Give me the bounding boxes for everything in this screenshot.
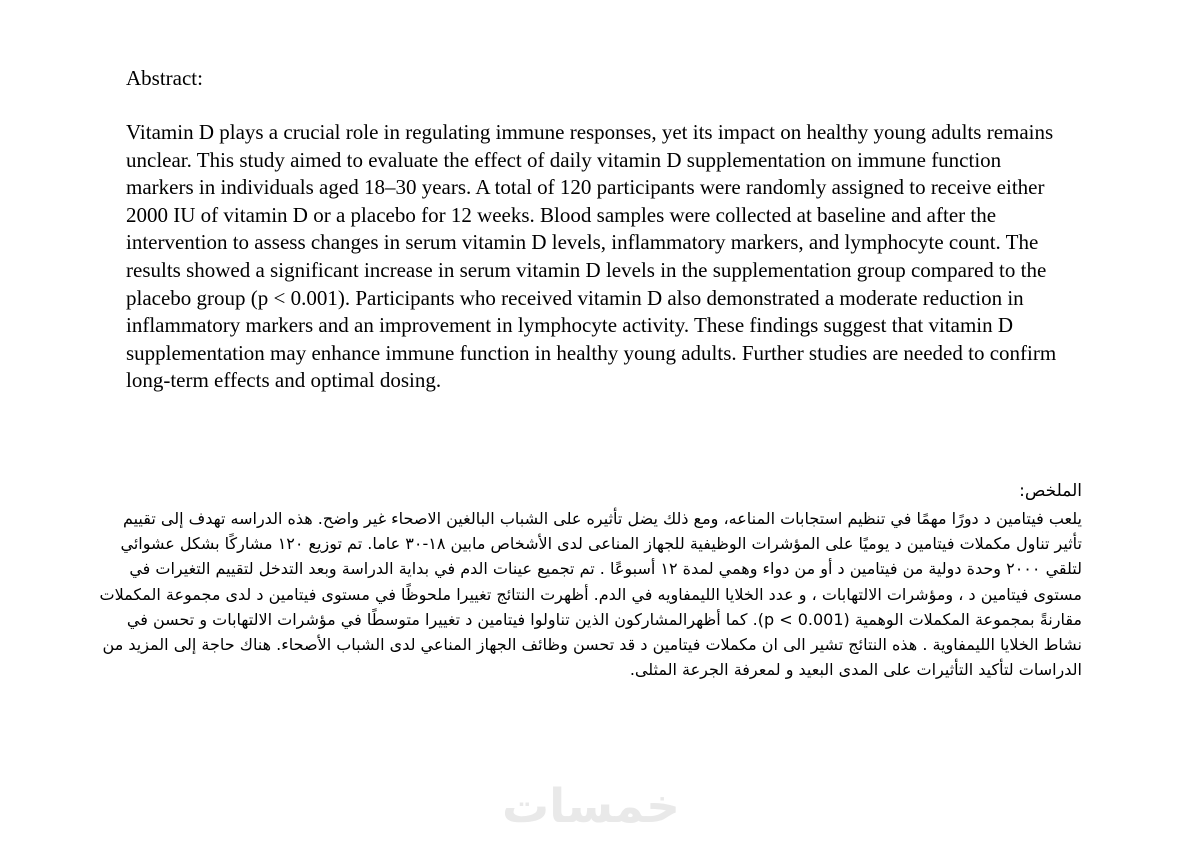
abstract-body-text: Vitamin D plays a crucial role in regulating immune responses, yet its impact on healthy young adults remains unclear. This study aimed to evaluate the effect of daily vitamin D supplementation on immune function markers in individuals aged 18–30 years. A total of 120 participants were randomly assigned to receive either 2000 IU of vitamin D or a placebo for 12 weeks. Blood samples were collected at baseline and after the intervention to assess changes in serum vitamin D levels, inflammatory markers, and lymphocyte count. The results showed a significant increase in serum vitamin D levels in the supplementation group compared to the placebo group (p < 0.001). Participants who received vitamin D also demonstrated a moderate reduction in inflammatory markers and an improvement in lymphocyte activity. These findings suggest that vitamin D supplementation may enhance immune function in healthy young adults. Further studies are needed to confirm long-term effects and optimal dosing. bbox=[126, 120, 1057, 393]
abstract-section-arabic bbox=[98, 478, 1082, 682]
abstract-section-english bbox=[126, 64, 1064, 395]
abstract-heading: Abstract: bbox=[126, 66, 203, 90]
khamsat-watermark: خمسات bbox=[501, 779, 681, 834]
arabic-abstract-body-text: يلعب فيتامين د دورًا مهمًا في تنظيم استجابات المناعه، ومع ذلك يضل تأثيره على الشباب البالغين الاصحاء غير واضح. هذه الدراسه تهدف إلى تقييم تأثير تناول مكملات فيتامين د يوميًا على المؤشرات الوظيفية للجهاز المناعى لدى الأشخاص مابين ١٨-٣٠ عاما. تم توزيع ١٢٠ مشاركًا بشكل عشوائي لتلقي ٢٠٠٠ وحدة دولية من فيتامين د أو من دواء وهمي لمدة ١٢ أسبوعًا . تم تجميع عينات الدم في بداية الدراسة وبعد التدخل لتقييم التغيرات في مستوى فيتامين د ، ومؤشرات الالتهابات ، و عدد الخلايا الليمفاويه في الدم. أظهرت النتائج تغييرا ملحوظًا في مستوى فيتامين د لدى مجموعة المكملات مقارنةً بمجموعة المكملات الوهمية (p < 0.001). كما أظهرالمشاركون الذين تناولوا فيتامين د تغييرا متوسطًا في مؤشرات الالتهابات و تحسن في نشاط الخلايا الليمفاوية . هذه النتائج تشير الى ان مكملات فيتامين د قد تحسن وظائف الجهاز المناعي لدى الشباب الأصحاء. هناك حاجة إلى المزيد من الدراسات لتأكيد التأثيرات على المدى البعيد و لمعرفة الجرعة المثلى. bbox=[99, 509, 1082, 680]
arabic-abstract-heading: الملخص: bbox=[1019, 481, 1082, 501]
